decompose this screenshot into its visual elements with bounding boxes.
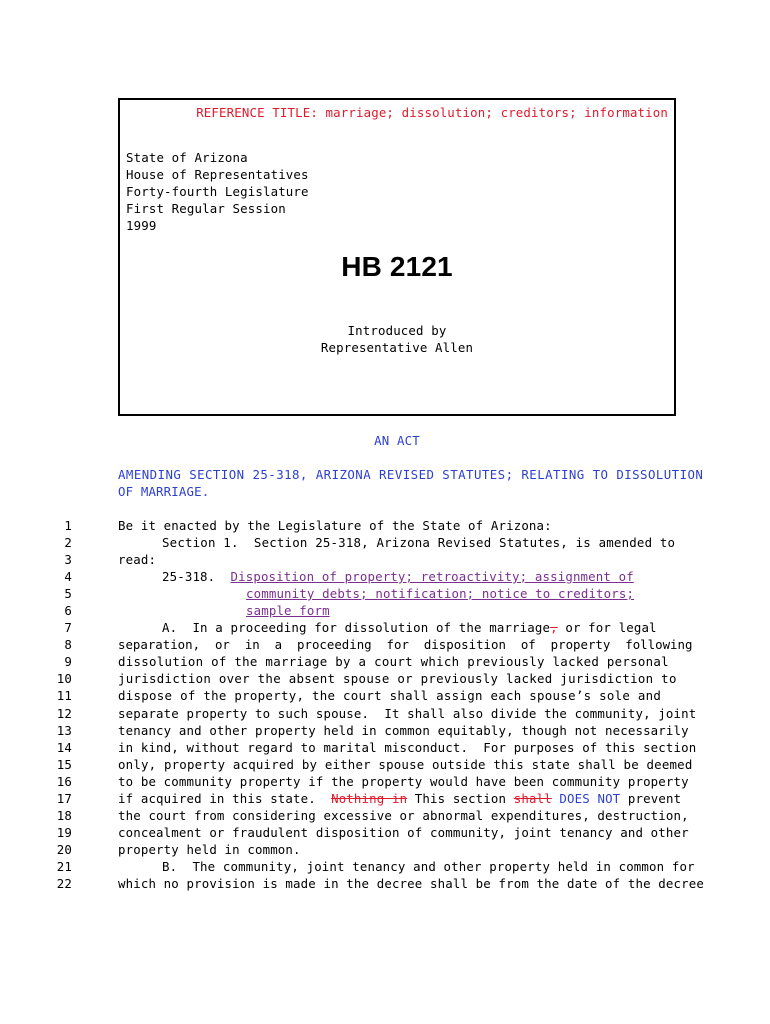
text-run: A. In a proceeding for dissolution of the marriage (162, 620, 551, 636)
line-number: 9 (64, 654, 72, 670)
deleted-text: shall (513, 790, 552, 806)
line-number: 4 (64, 569, 72, 585)
act-heading: AN ACT (374, 433, 420, 448)
body-line (0, 841, 770, 858)
line-text: B. The community, joint tenancy and other property held in common for (162, 858, 695, 874)
line-number: 10 (56, 671, 72, 687)
line-number: 8 (64, 637, 72, 653)
line-text: the court from considering excessive or abnormal expenditures, destruction, (118, 807, 689, 823)
line-text: dispose of the property, the court shall assign each spouse’s sole and (118, 688, 662, 704)
body-line (0, 739, 770, 756)
line-text (118, 619, 680, 636)
text-run: prevent (620, 790, 682, 806)
body-line (0, 858, 770, 875)
line-number: 14 (56, 739, 72, 755)
line-text: property held in common. (118, 841, 301, 857)
body-line (0, 585, 770, 602)
body-line (0, 687, 770, 704)
body-line (0, 517, 770, 534)
text-run: or for legal (557, 620, 657, 636)
introduction (120, 322, 674, 356)
body-line (0, 551, 770, 568)
legislature-line: Forty-fourth Legislature (126, 184, 309, 199)
line-number: 18 (56, 807, 72, 823)
line-number: 7 (64, 620, 72, 636)
line-text: jurisdiction over the absent spouse or previously lacked jurisdiction to (118, 671, 677, 687)
line-text: only, property acquired by either spouse outside this state shall be deemed (118, 756, 693, 772)
line-number: 3 (64, 552, 72, 568)
line-text: to be community property if the property would have been community property (118, 773, 689, 789)
line-number: 5 (64, 586, 72, 602)
line-text: concealment or fraudulent disposition of community, joint tenancy and other (118, 824, 689, 840)
line-text (118, 568, 680, 585)
body-line (0, 824, 770, 841)
body-line (0, 807, 770, 824)
line-text: Section 1. Section 25-318, Arizona Revised Statutes, is amended to (162, 535, 676, 551)
cover-box (118, 98, 676, 416)
body-line (0, 653, 770, 670)
reference-title: REFERENCE TITLE: marriage; dissolution; creditors; information (196, 105, 668, 120)
line-text (118, 585, 680, 602)
sponsor: Representative Allen (320, 340, 474, 355)
line-number: 17 (56, 790, 72, 806)
act-title-line-2: OF MARRIAGE. (118, 484, 210, 499)
line-text (118, 602, 680, 619)
line-number: 11 (56, 688, 72, 704)
line-number: 12 (56, 705, 72, 721)
body-line (0, 722, 770, 739)
line-number: 20 (56, 841, 72, 857)
line-number: 2 (64, 535, 72, 551)
section-number: 25-318. (162, 569, 231, 585)
line-text: dissolution of the marriage by a court which previously lacked personal (118, 654, 669, 670)
session-info (126, 149, 309, 234)
session-line: First Regular Session (126, 201, 286, 216)
line-text: in kind, without regard to marital misconduct. For purposes of this section (118, 739, 697, 755)
line-number: 22 (56, 875, 72, 891)
deleted-text: Nothing in (331, 790, 408, 806)
body-line (0, 875, 770, 892)
section-heading-added: Disposition of property; retroactivity; assignment of (230, 569, 634, 585)
line-number: 15 (56, 756, 72, 772)
year-line: 1999 (126, 218, 157, 233)
act-title-text-1: AMENDING SECTION 25-318, ARIZONA REVISED STATUTES; RELATING TO DISSOLUTION (118, 467, 704, 482)
body-line (0, 534, 770, 551)
line-number: 6 (64, 603, 72, 619)
inserted-text: DOES NOT (551, 790, 621, 806)
line-number: 13 (56, 722, 72, 738)
body-line (0, 705, 770, 722)
act-title (118, 466, 704, 500)
body-line (0, 790, 770, 807)
introduced-by: Introduced by (347, 323, 447, 338)
body-line (0, 602, 770, 619)
line-text: Be it enacted by the Legislature of the State of Arizona: (118, 518, 552, 533)
body-line (0, 670, 770, 687)
body-line (0, 568, 770, 585)
section-heading-added: community debts; notification; notice to creditors; (246, 586, 635, 602)
bill-body (0, 517, 770, 892)
line-text: read: (118, 552, 157, 568)
line-text: separation, or in a proceeding for disposition of property following (118, 637, 693, 653)
deleted-text: , (550, 620, 558, 636)
state-line: State of Arizona (126, 150, 248, 165)
body-line (0, 636, 770, 653)
line-number: 19 (56, 824, 72, 840)
act-title-line-1 (118, 466, 704, 483)
line-text (118, 790, 680, 807)
bill-number: HB 2121 (341, 251, 453, 282)
line-number: 1 (64, 518, 72, 533)
line-text: tenancy and other property held in common equitably, though not necessarily (118, 722, 689, 738)
body-line (0, 756, 770, 773)
text-run: if acquired in this state. (118, 790, 332, 806)
line-number: 16 (56, 773, 72, 789)
line-text: separate property to such spouse. It shall also divide the community, joint (118, 705, 697, 721)
section-heading-added: sample form (246, 603, 330, 619)
body-line (0, 619, 770, 636)
line-text: which no provision is made in the decree shall be from the date of the decree (118, 875, 704, 891)
text-run: This section (407, 790, 514, 806)
body-line (0, 773, 770, 790)
chamber-line: House of Representatives (126, 167, 309, 182)
line-number: 21 (56, 858, 72, 874)
